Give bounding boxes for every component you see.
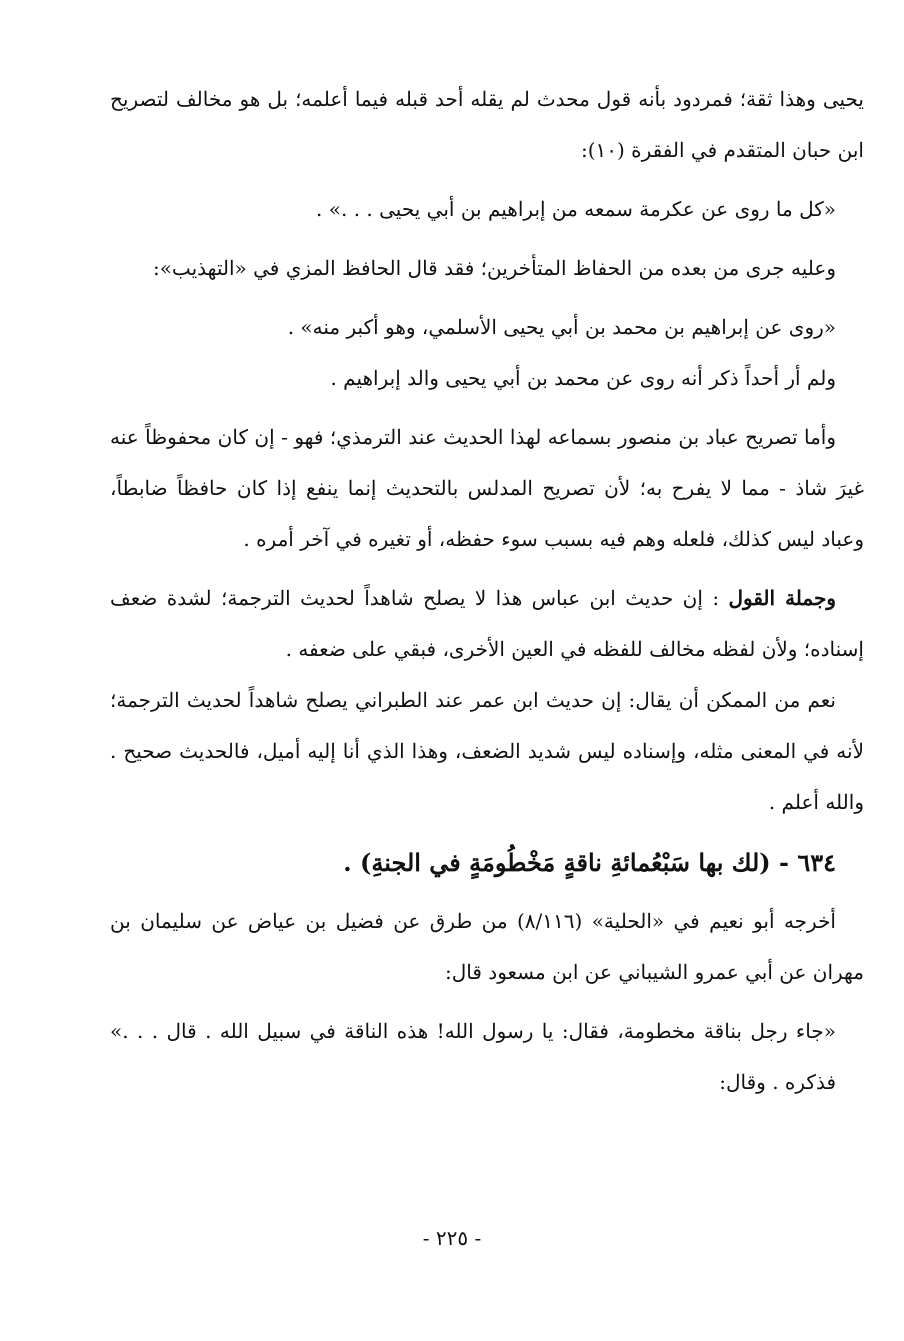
page-number: - ٢٢٥ -: [422, 1226, 482, 1250]
paragraph-7: أخرجه أبو نعيم في «الحلية» (٨/١١٦) من طرق عن فضيل بن عياض عن سليمان بن مهران عن أبي عمرو الشيباني عن ابن مسعود قال:: [110, 909, 864, 984]
quote-ibn-masud: «جاء رجل بناقة مخطومة، فقال: يا رسول الله! هذه الناقة في سبيل الله . قال . . .» فذكره . وقال:: [110, 1019, 836, 1094]
quote-ibn-hibban: «كل ما روى عن عكرمة سمعه من إبراهيم بن أبي يحيى . . .» .: [316, 197, 836, 221]
paragraph-5-text: : إن حديث ابن عباس هذا لا يصلح شاهداً لحديث الترجمة؛ لشدة ضعف إسناده؛ ولأن لفظه مخالف للفظه في العين الأخرى، فبقي على ضعفه .: [110, 586, 864, 661]
paragraph-4: وأما تصريح عباد بن منصور بسماعه لهذا الحديث عند الترمذي؛ فهو - إن كان محفوظاً عنه غيرَ شاذ - مما لا يفرح به؛ لأن تصريح المدلس بالتحديث إنما ينفع إذا كان حافظاً ضابطاً، وعباد ليس كذلك، فلعله وهم فيه بسبب سوء حفظه، أو تغيره في آخر أمره .: [110, 425, 864, 551]
paragraph-5: [110, 573, 864, 675]
paragraph-6: نعم من الممكن أن يقال: إن حديث ابن عمر عند الطبراني يصلح شاهداً لحديث الترجمة؛ لأنه في المعنى مثله، وإسناده ليس شديد الضعف، وهذا الذي أنا إليه أميل، فالحديث صحيح . والله أعلم .: [110, 688, 864, 814]
quote-tahdhib: «روى عن إبراهيم بن محمد بن أبي يحيى الأسلمي، وهو أكبر منه» .: [287, 315, 836, 339]
page-body: [110, 74, 864, 1108]
paragraph-1: يحيى وهذا ثقة؛ فمردود بأنه قول محدث لم يقله أحد قبله فيما أعلمه؛ بل هو مخالف لتصريح ابن حبان المتقدم في الفقرة (١٠):: [110, 87, 864, 162]
paragraph-5-lead: وجملة القول: [728, 586, 837, 610]
paragraph-3: ولم أر أحداً ذكر أنه روى عن محمد بن أبي يحيى والد إبراهيم .: [330, 366, 836, 390]
paragraph-2: وعليه جرى من بعده من الحفاظ المتأخرين؛ فقد قال الحافظ المزي في «التهذيب»:: [152, 256, 836, 280]
hadith-heading: ٦٣٤ - (لك بها سَبْعُمائةِ ناقةٍ مَخْطُومَةٍ في الجنةِ) .: [343, 848, 836, 877]
